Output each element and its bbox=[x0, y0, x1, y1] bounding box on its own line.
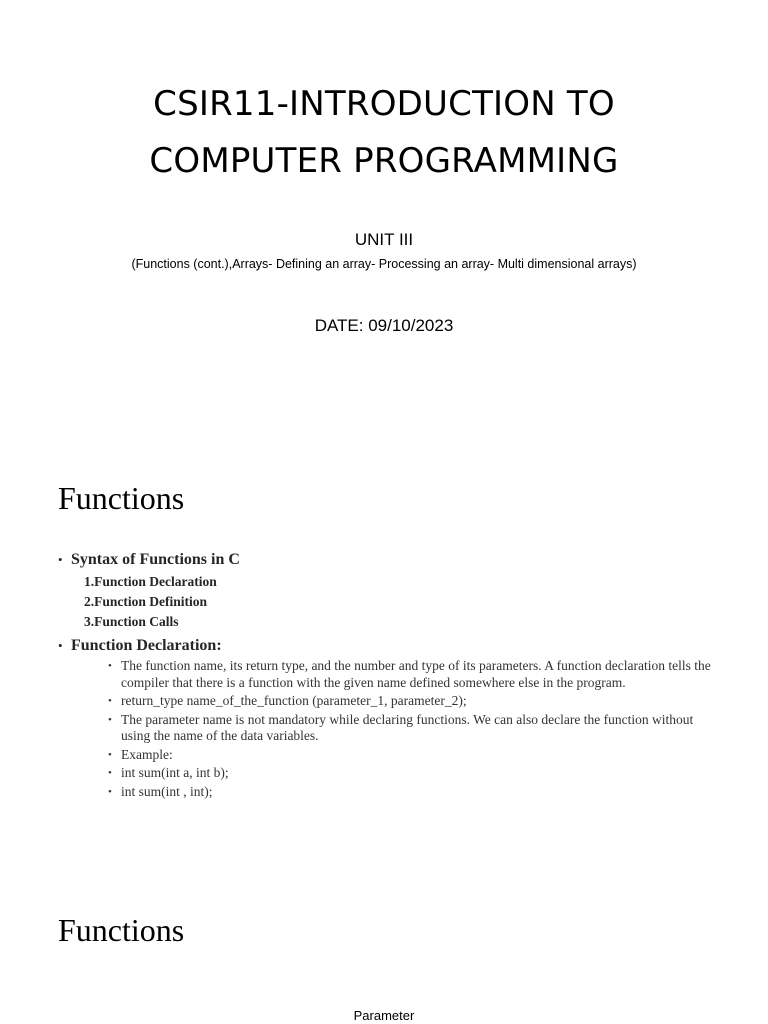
slide-title bbox=[0, 76, 768, 190]
numbered-item: 1.Function Declaration bbox=[84, 574, 217, 589]
title-slide bbox=[0, 0, 768, 450]
bullet-function-declaration: • Function Declaration: bbox=[58, 636, 718, 656]
slide-heading: Functions bbox=[58, 480, 185, 516]
date-label: DATE: 09/10/2023 bbox=[314, 316, 454, 335]
sub-bullet-item: • Example: bbox=[108, 747, 718, 764]
numbered-list bbox=[84, 572, 718, 632]
title-line-2: COMPUTER PROGRAMMING bbox=[149, 141, 619, 181]
sub-bullet-item: • int sum(int a, int b); bbox=[108, 765, 718, 782]
slide-heading: Functions bbox=[58, 912, 185, 948]
title-line-1: CSIR11-INTRODUCTION TO bbox=[153, 84, 615, 124]
sub-bullet-item: • int sum(int , int); bbox=[108, 784, 718, 801]
sub-bullet-item: • return_type name_of_the_function (parameter_1, parameter_2); bbox=[108, 693, 718, 710]
functions-syntax-slide bbox=[0, 450, 768, 880]
bullet-syntax: • Syntax of Functions in C bbox=[58, 550, 718, 570]
numbered-item: 3.Function Calls bbox=[84, 614, 179, 629]
topics-subtitle: (Functions (cont.),Arrays- Defining an array- Processing an array- Multi dimensional arrays) bbox=[131, 257, 637, 271]
numbered-item: 2.Function Definition bbox=[84, 594, 208, 609]
sub-bullet-item: • The function name, its return type, and the number and type of its parameters. A function declaration tells the compiler that there is a function with the given name defined somewhere else in the program. bbox=[108, 658, 718, 691]
functions-parameter-slide bbox=[0, 880, 768, 1024]
sub-bullet-list bbox=[108, 658, 718, 800]
unit-label: UNIT III bbox=[354, 230, 414, 249]
parameter-label: Parameter bbox=[353, 1008, 415, 1023]
slide-content bbox=[58, 550, 718, 802]
sub-bullet-item: • The parameter name is not mandatory while declaring functions. We can also declare the function without using the name of the data variables. bbox=[108, 712, 718, 745]
